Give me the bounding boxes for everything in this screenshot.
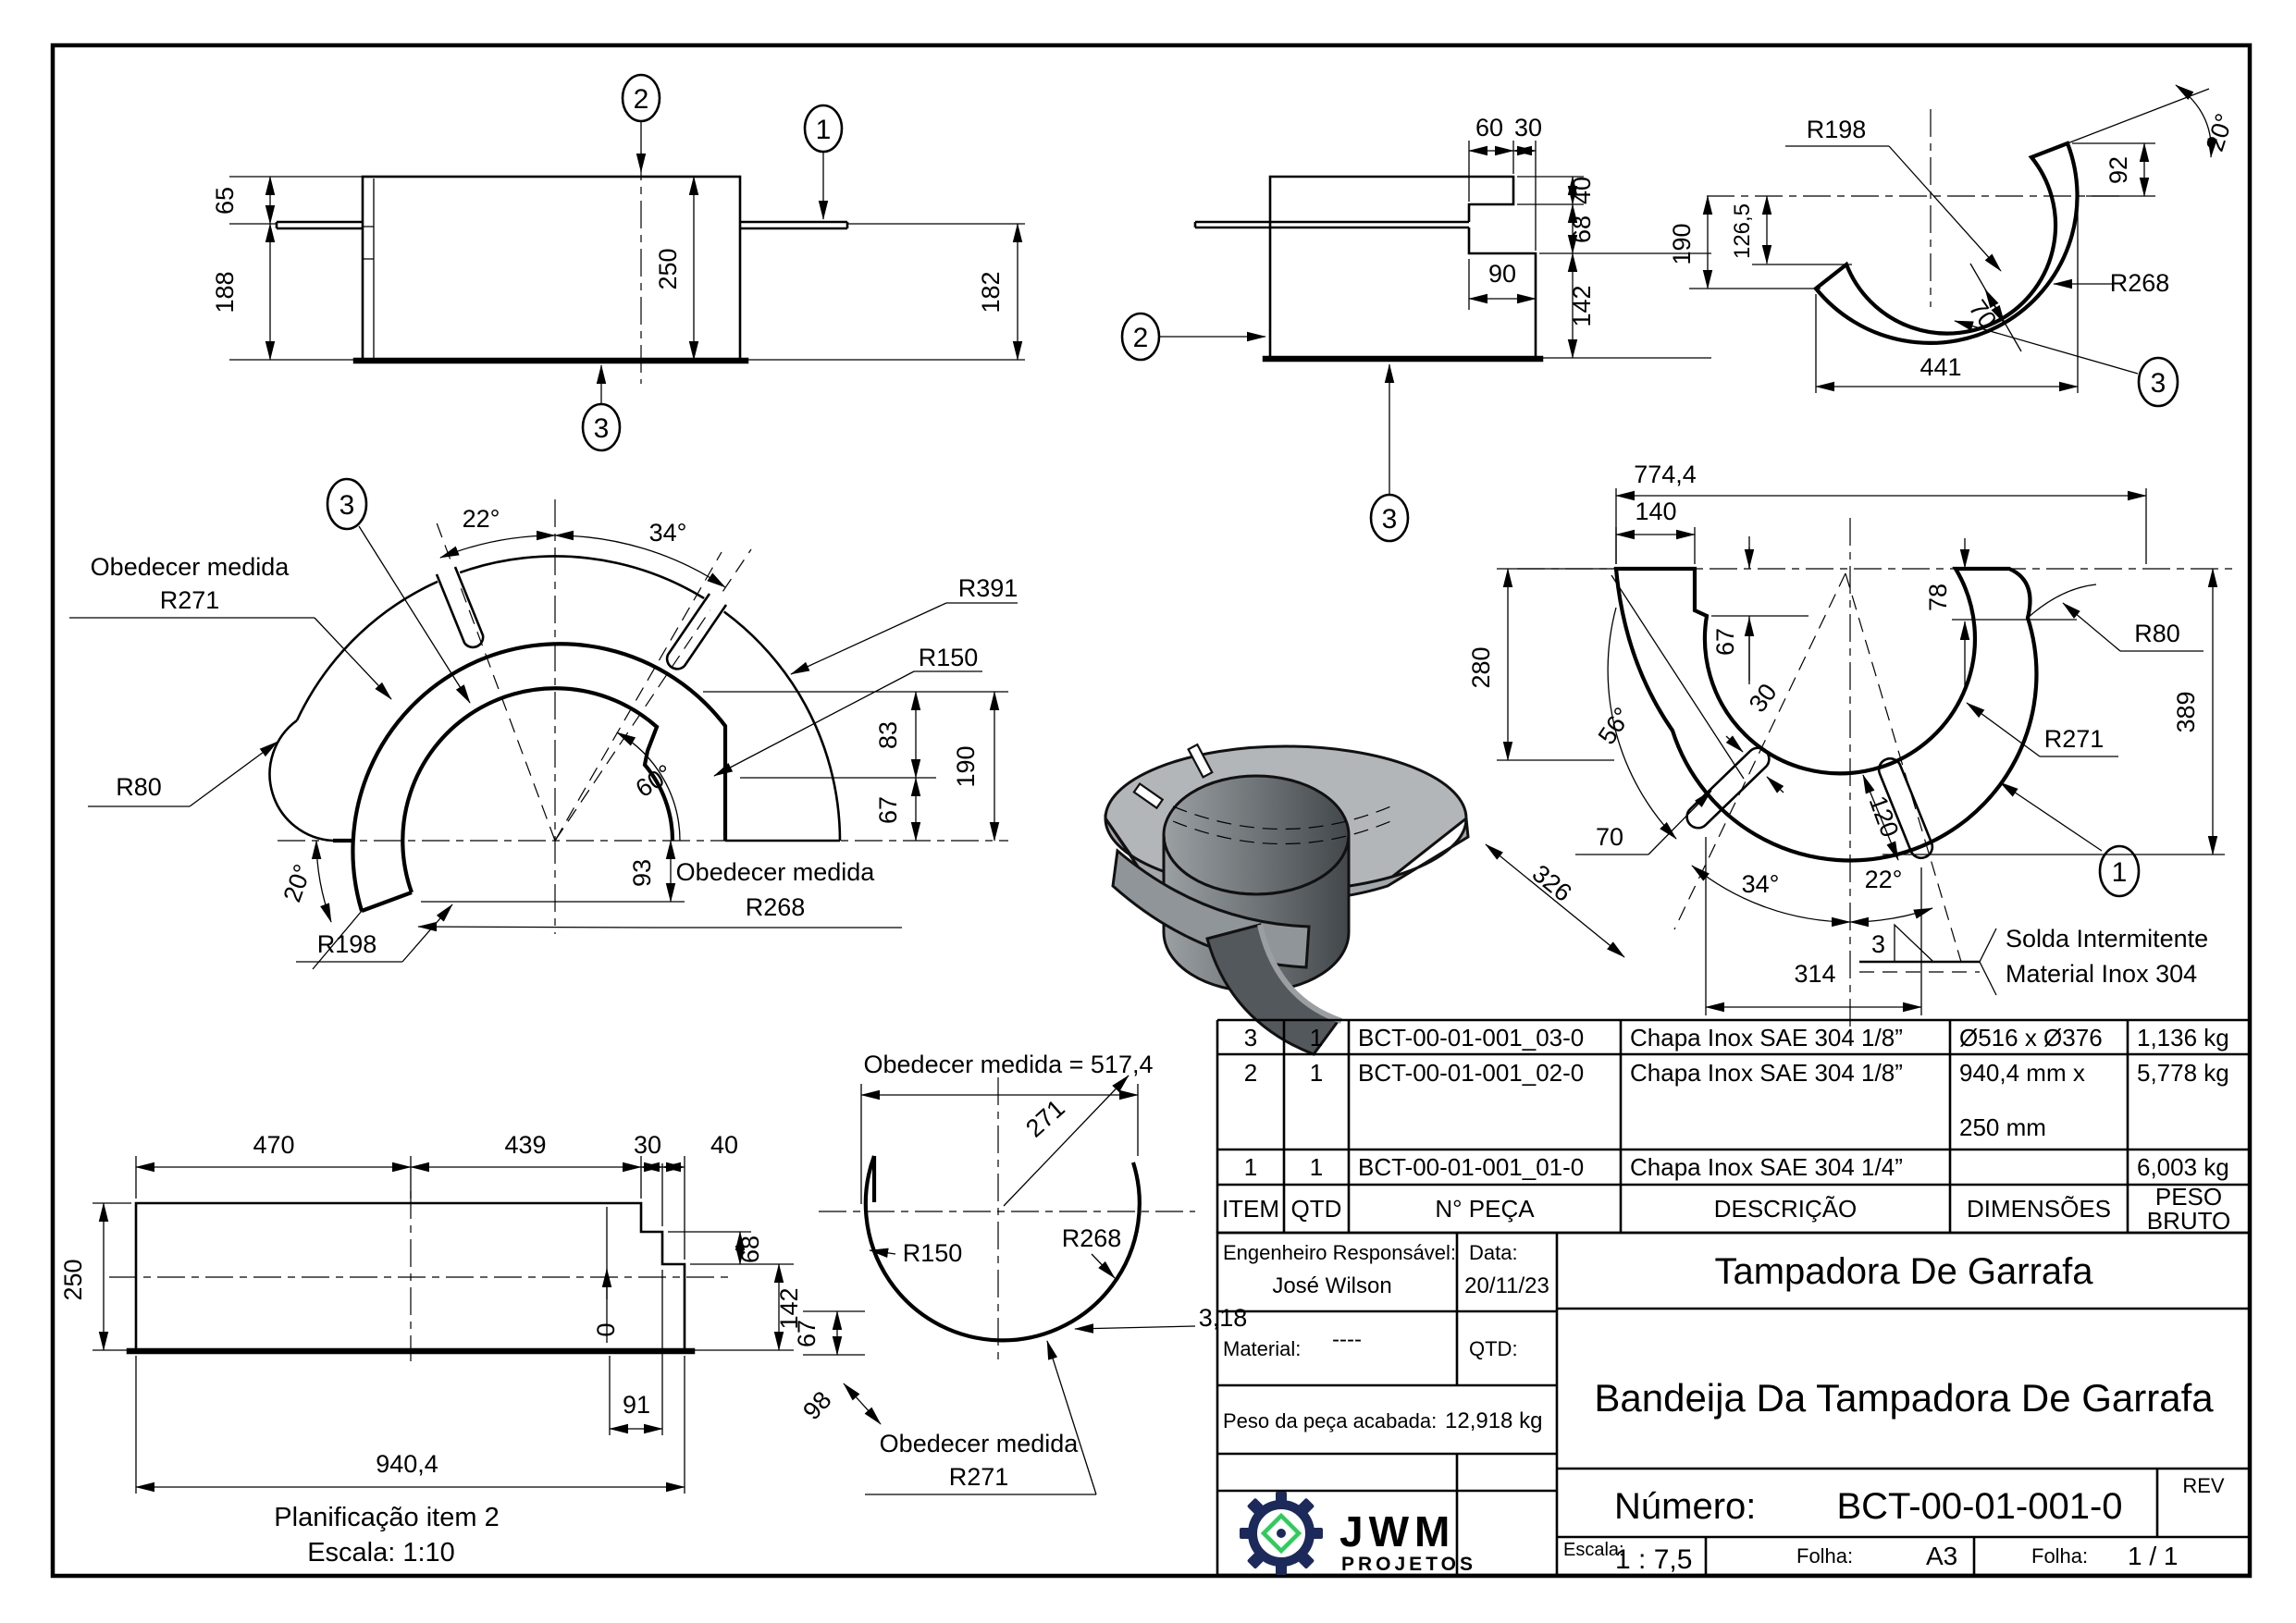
crescent-dimensions <box>1668 85 2239 393</box>
svg-text:1: 1 <box>1243 1153 1258 1181</box>
col-peca: N° PEÇA <box>1435 1195 1535 1223</box>
col-peso-1: PESO <box>2154 1183 2223 1211</box>
dim-68: 68 <box>1568 215 1596 244</box>
label-r80: R80 <box>116 773 162 801</box>
weld-note-line1: Solda Intermitente <box>2006 925 2209 953</box>
col-qtd: QTD <box>1290 1195 1342 1223</box>
label-r271: R271 <box>2043 725 2105 753</box>
label-r268: R268 <box>1061 1224 1122 1252</box>
date-label: Data: <box>1469 1241 1518 1264</box>
label-obedecer-r271-line2: R271 <box>159 586 220 614</box>
crescent-geometry <box>1707 109 2123 343</box>
svg-text:5,778 kg: 5,778 kg <box>2137 1059 2229 1087</box>
flat-dimensions <box>59 1131 803 1494</box>
svg-text:Chapa Inox SAE 304 1/8”: Chapa Inox SAE 304 1/8” <box>1630 1024 1903 1051</box>
finished-weight-value: 12,918 kg <box>1445 1408 1543 1433</box>
dim-56deg: 56° <box>1592 702 1637 750</box>
svg-text:1: 1 <box>1309 1153 1324 1181</box>
dim-190: 190 <box>952 745 980 788</box>
dim-98: 98 <box>797 1385 837 1426</box>
view-side <box>211 75 1025 450</box>
weld-size: 3 <box>1870 930 1885 958</box>
svg-text:1,136 kg: 1,136 kg <box>2137 1024 2229 1051</box>
dim-30: 30 <box>633 1131 662 1159</box>
label-obedecer-r268-line1: Obedecer medida <box>675 858 875 886</box>
label-r268: R268 <box>2109 269 2170 297</box>
dim-120: 120 <box>1863 792 1905 842</box>
label-r391: R391 <box>957 574 1018 602</box>
dim-188: 188 <box>211 271 239 314</box>
svg-text:250 mm: 250 mm <box>1959 1113 2046 1141</box>
date-value: 20/11/23 <box>1464 1273 1549 1298</box>
product-title: Tampadora De Garrafa <box>1714 1251 2093 1292</box>
col-peso-2: BRUTO <box>2146 1207 2231 1235</box>
dim-70: 70 <box>1595 823 1624 851</box>
dim-93: 93 <box>628 858 656 888</box>
engineer-value: José Wilson <box>1272 1273 1392 1298</box>
label-obedecer-r271-line1: Obedecer medida <box>879 1430 1079 1457</box>
label-obedecer-r271-line2: R271 <box>948 1463 1009 1491</box>
dim-92: 92 <box>2105 155 2132 185</box>
svg-text:Chapa Inox SAE 304 1/4”: Chapa Inox SAE 304 1/4” <box>1630 1153 1903 1181</box>
svg-text:1: 1 <box>815 115 832 145</box>
dim-60deg: 60° <box>630 758 678 804</box>
view-isometric <box>1105 744 1468 1054</box>
sheet-number-label: Folha: <box>2031 1544 2089 1568</box>
number-label: Número: <box>1614 1486 1757 1527</box>
dim-40: 40 <box>710 1131 739 1159</box>
side-dimensions <box>211 177 1025 360</box>
view-front <box>69 479 1018 969</box>
dim-314: 314 <box>1794 960 1836 988</box>
label-r80: R80 <box>2134 620 2180 647</box>
dim-190: 190 <box>1668 223 1696 265</box>
view-crescent <box>1668 85 2239 406</box>
svg-text:1: 1 <box>1309 1059 1324 1087</box>
table-row-item2 <box>1244 1059 2229 1141</box>
dim-40: 40 <box>1568 176 1596 205</box>
svg-text:BCT-00-01-001_02-0: BCT-00-01-001_02-0 <box>1358 1059 1585 1087</box>
disc-geometry <box>819 1077 1195 1361</box>
svg-text:6,003 kg: 6,003 kg <box>2137 1153 2229 1181</box>
balloon-3 <box>1371 364 1408 541</box>
sheet-number-value: 1 / 1 <box>2128 1542 2179 1570</box>
disc-dimensions <box>793 1051 1247 1494</box>
dim-20deg: 20° <box>278 860 317 906</box>
gear-icon <box>1240 1492 1323 1575</box>
dim-326: 326 <box>1526 859 1577 907</box>
flat-geometry <box>109 1191 731 1361</box>
view-disc <box>793 1051 1247 1494</box>
rev-label: REV <box>2182 1474 2225 1497</box>
flat-caption: Planificação item 2 <box>274 1503 500 1532</box>
logo-jwm: JWM <box>1339 1507 1456 1555</box>
dim-91: 91 <box>622 1391 651 1419</box>
dim-0: 0 <box>592 1322 620 1337</box>
dim-439: 439 <box>504 1131 547 1159</box>
balloon-2 <box>1122 314 1265 360</box>
dim-3-18: 3,18 <box>1198 1304 1248 1332</box>
dim-140: 140 <box>1635 498 1677 525</box>
dim-774-4: 774,4 <box>1634 461 1697 488</box>
dim-90: 90 <box>1487 260 1517 288</box>
balloon-3 <box>327 479 470 703</box>
dim-517-4: Obedecer medida = 517,4 <box>863 1051 1154 1078</box>
table-header-row <box>1222 1183 2230 1235</box>
label-r198: R198 <box>1806 116 1867 143</box>
svg-text:BCT-00-01-001_03-0: BCT-00-01-001_03-0 <box>1358 1024 1585 1051</box>
dim-34deg: 34° <box>648 519 687 547</box>
engineer-label: Engenheiro Responsável: <box>1223 1241 1456 1264</box>
weld-note-line2: Material Inox 304 <box>2006 960 2198 988</box>
dim-441: 441 <box>1920 353 1962 381</box>
svg-text:Ø516 x Ø376: Ø516 x Ø376 <box>1959 1024 2103 1051</box>
svg-text:3: 3 <box>339 490 355 521</box>
svg-text:940,4 mm x: 940,4 mm x <box>1959 1059 2085 1087</box>
material-value: ---- <box>1332 1327 1362 1352</box>
dim-70: 70 <box>1963 294 2003 334</box>
view-flat <box>59 1131 803 1568</box>
dim-22deg: 22° <box>462 505 500 533</box>
svg-text:3: 3 <box>1381 504 1398 535</box>
label-r198: R198 <box>316 930 377 958</box>
dim-182: 182 <box>977 271 1005 314</box>
weld-note <box>1859 925 2208 995</box>
svg-text:BCT-00-01-001_01-0: BCT-00-01-001_01-0 <box>1358 1153 1585 1181</box>
dim-34deg: 34° <box>1741 870 1780 898</box>
qty-label: QTD: <box>1469 1337 1518 1360</box>
svg-text:Chapa Inox SAE 304 1/8”: Chapa Inox SAE 304 1/8” <box>1630 1059 1903 1087</box>
dim-78: 78 <box>1924 583 1952 612</box>
parts-table <box>1217 1020 2250 1235</box>
balloon-3 <box>1955 321 2178 406</box>
col-dim: DIMENSÕES <box>1966 1195 2112 1223</box>
svg-text:3: 3 <box>593 413 610 444</box>
dim-271: 271 <box>1020 1094 1070 1143</box>
dim-940-4: 940,4 <box>376 1450 438 1478</box>
label-obedecer-r268-line2: R268 <box>745 893 806 921</box>
dim-67: 67 <box>874 795 902 825</box>
dim-280: 280 <box>1467 646 1495 689</box>
balloon-3 <box>583 365 620 450</box>
logo-projetos: PROJETOS <box>1341 1554 1476 1575</box>
scale-label: Escala: <box>1563 1540 1624 1560</box>
side-geometry <box>277 153 847 384</box>
title-block <box>1217 1233 2250 1575</box>
dim-20deg: 20° <box>2200 110 2240 155</box>
label-r150: R150 <box>902 1239 963 1267</box>
part-title: Bandeija Da Tampadora De Garrafa <box>1594 1376 2214 1420</box>
dim-389: 389 <box>2172 691 2200 733</box>
dim-67: 67 <box>793 1319 821 1348</box>
col-desc: DESCRIÇÃO <box>1713 1195 1858 1223</box>
dim-83: 83 <box>874 720 902 750</box>
dim-142: 142 <box>775 1287 803 1330</box>
svg-text:2: 2 <box>1132 323 1149 353</box>
dim-60: 60 <box>1475 114 1504 141</box>
balloon-1 <box>805 105 842 219</box>
dim-30: 30 <box>1743 678 1783 718</box>
scale-value: 1 : 7,5 <box>1615 1544 1693 1575</box>
svg-text:3: 3 <box>1243 1024 1258 1051</box>
label-r150: R150 <box>918 644 979 671</box>
col-item: ITEM <box>1221 1195 1280 1223</box>
balloon-1 <box>2000 782 2139 896</box>
dim-22deg: 22° <box>1864 866 1903 893</box>
svg-text:1: 1 <box>2111 857 2128 888</box>
svg-text:3: 3 <box>2150 368 2166 399</box>
dim-67: 67 <box>1711 627 1739 657</box>
balloon-2 <box>623 75 660 172</box>
label-obedecer-r271-line1: Obedecer medida <box>90 553 290 581</box>
number-value: BCT-00-01-001-0 <box>1836 1486 2123 1527</box>
svg-text:2: 2 <box>633 84 649 115</box>
table-row-item1 <box>1244 1153 2229 1181</box>
svg-text:2: 2 <box>1243 1059 1258 1087</box>
dim-65: 65 <box>211 186 239 215</box>
table-row-item3 <box>1244 1024 2229 1051</box>
dim-68: 68 <box>736 1235 764 1264</box>
jwm-logo <box>1240 1492 1476 1575</box>
dim-30: 30 <box>1513 114 1543 141</box>
dim-142: 142 <box>1568 285 1596 327</box>
sheet-size-label: Folha: <box>1796 1544 1854 1568</box>
dim-250: 250 <box>654 248 682 290</box>
view-section <box>1122 114 1711 541</box>
material-label: Material: <box>1223 1337 1302 1360</box>
sheet-size-value: A3 <box>1926 1542 1958 1570</box>
dim-250: 250 <box>59 1259 87 1301</box>
front-dimensions <box>69 505 1018 969</box>
dim-126-5: 126,5 <box>1730 203 1755 260</box>
svg-text:1: 1 <box>1309 1024 1324 1051</box>
dim-470: 470 <box>253 1131 295 1159</box>
finished-weight-label: Peso da peça acabada: <box>1223 1409 1438 1432</box>
flat-scale: Escala: 1:10 <box>307 1538 455 1568</box>
